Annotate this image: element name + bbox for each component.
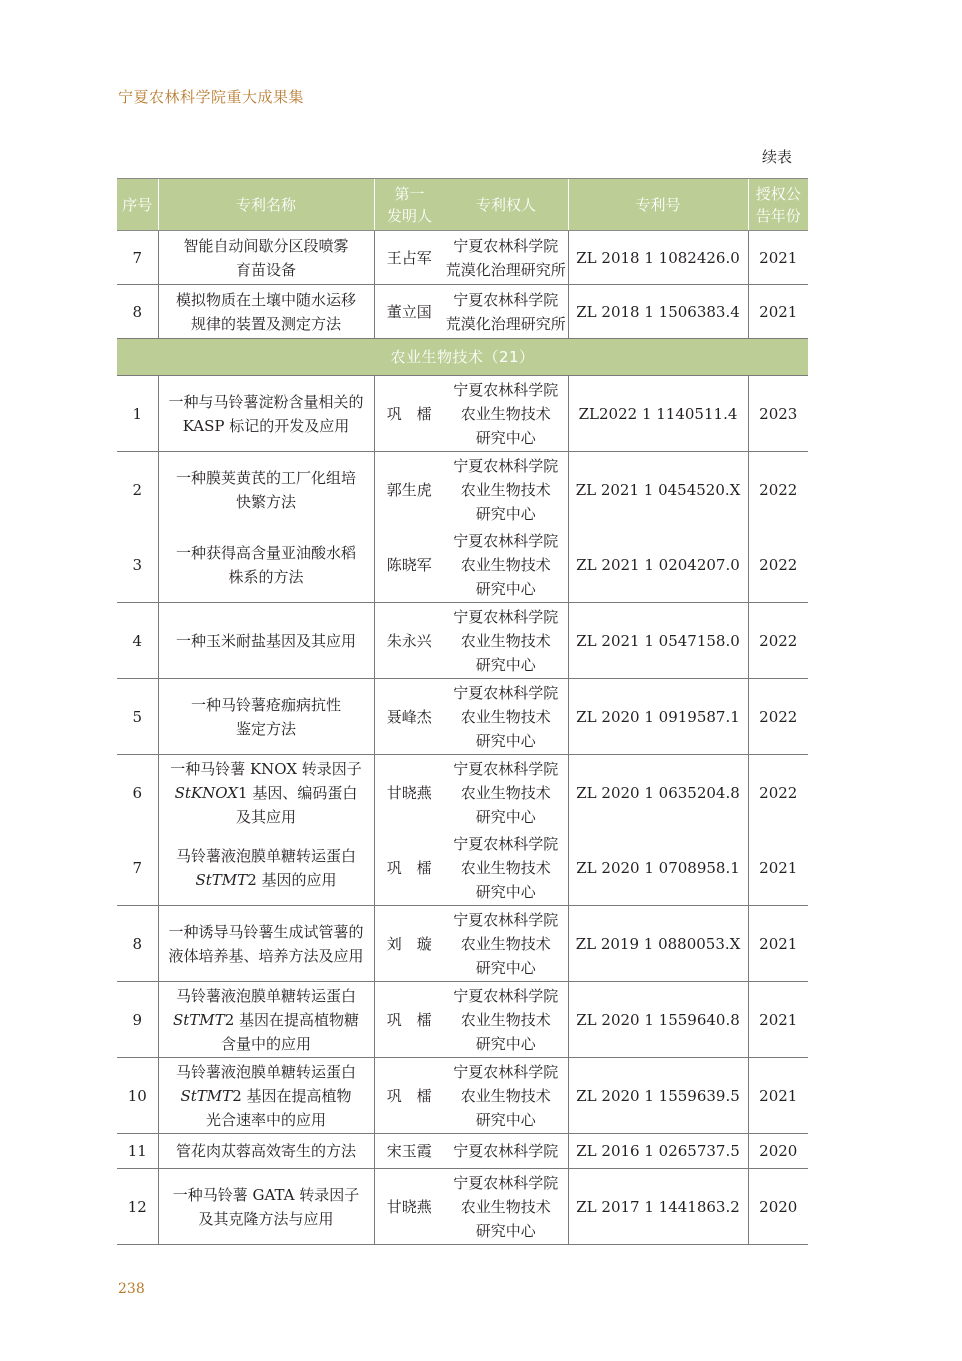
owner-line: 宁夏农林科学院 [453, 986, 559, 1005]
patent-name-line: StTMT2 基因的应用 [195, 870, 337, 889]
table-row [117, 679, 808, 755]
cell-year: 2022 [748, 755, 808, 831]
patent-name-line: 一种获得高含量亚油酸水稻 [175, 543, 356, 562]
patent-name-line: 马铃薯液泡膜单糖转运蛋白 [175, 1062, 356, 1081]
owner-line: 研究中心 [475, 731, 536, 750]
cell-no: 5 [117, 679, 158, 755]
patent-name-line: 光合速率中的应用 [205, 1110, 326, 1129]
patent-name-line: 育苗设备 [235, 260, 296, 279]
patent-name-line: 鉴定方法 [235, 719, 296, 738]
cell-patent-name [158, 376, 374, 452]
cell-owner [444, 376, 568, 452]
table-row [117, 603, 808, 679]
patent-name-line: 一种诱导马铃薯生成试管薯的 [168, 922, 364, 941]
cell-owner [444, 1058, 568, 1134]
cell-inventor: 陈晓军 [374, 527, 444, 603]
cell-no: 2 [132, 480, 143, 499]
owner-line: 宁夏农林科学院 [453, 531, 559, 550]
patent-name-line: 模拟物质在土壤中随水运移 [175, 290, 356, 309]
patent-name-line: 一种马铃薯 KNOX 转录因子 [170, 759, 362, 778]
cell-year: 2023 [748, 376, 808, 452]
table-row [117, 830, 808, 906]
owner-line: 研究中心 [475, 655, 536, 674]
owner-line: 宁夏农林科学院 [453, 834, 559, 853]
cell-no: 6 [132, 783, 143, 802]
owner-line: 研究中心 [475, 428, 536, 447]
patent-name-line: 规律的装置及测定方法 [190, 314, 341, 333]
patent-name-line: 智能自动间歇分区段喷雾 [183, 236, 349, 255]
header-year: 授权公 告年份 [748, 179, 808, 231]
table-row [117, 285, 808, 339]
owner-line: 宁夏农林科学院 [453, 380, 559, 399]
cell-owner [444, 527, 568, 603]
owner-line: 农业生物技术 [460, 1086, 551, 1105]
cell-patent-no: ZL 2020 1 0635204.8 [568, 755, 748, 831]
cell-inventor: 聂峰杰 [374, 679, 444, 755]
owner-line: 研究中心 [475, 807, 536, 826]
patent-name-line: 一种马铃薯疮痂病抗性 [190, 695, 341, 714]
cell-no: 7 [117, 231, 158, 285]
cell-owner [444, 1134, 568, 1169]
cell-year: 2020 [748, 1169, 808, 1245]
cell-patent-no: ZL 2016 1 0265737.5 [568, 1134, 748, 1169]
cell-patent-name [158, 830, 374, 906]
cell-no: 8 [117, 285, 158, 339]
patent-name-line: 株系的方法 [228, 567, 304, 586]
cell-patent-no: ZL 2020 1 1559639.5 [568, 1058, 748, 1134]
cell-patent-no: ZL2022 1 1140511.4 [568, 376, 748, 452]
cell-owner [444, 452, 568, 528]
section-row [117, 339, 808, 376]
cell-year: 2021 [748, 830, 808, 906]
patent-name-line: 一种膜荚黄芪的工厂化组培 [175, 468, 356, 487]
owner-line: 农业生物技术 [460, 404, 551, 423]
header-name: 专利名称 [158, 179, 374, 231]
owner-line: 农业生物技术 [460, 934, 551, 953]
owner-line: 宁夏农林科学院 [453, 290, 559, 309]
cell-inventor: 王占军 [374, 231, 444, 285]
page-number: 238 [118, 1281, 145, 1297]
continued-label: 续表 [762, 148, 793, 166]
table-row [117, 452, 808, 528]
table-row [117, 982, 808, 1058]
owner-line: 研究中心 [475, 1034, 536, 1053]
table-row [117, 527, 808, 603]
cell-inventor: 朱永兴 [374, 603, 444, 679]
table-row [117, 1134, 808, 1169]
cell-inventor: 巩 檑 [374, 376, 444, 452]
cell-inventor: 郭生虎 [374, 452, 444, 528]
cell-no: 9 [117, 982, 158, 1058]
cell-patent-no: ZL 2017 1 1441863.2 [568, 1169, 748, 1245]
cell-patent-name [158, 1134, 374, 1169]
cell-no: 1 [117, 376, 158, 452]
cell-inventor: 甘晓燕 [374, 1169, 444, 1245]
cell-owner [444, 982, 568, 1058]
cell-year: 2021 [748, 285, 808, 339]
owner-line: 宁夏农林科学院 [453, 759, 559, 778]
cell-no: 12 [117, 1169, 158, 1245]
cell-no: 4 [117, 603, 158, 679]
owner-line: 农业生物技术 [460, 631, 551, 650]
table-row [117, 1169, 808, 1245]
cell-patent-no: ZL 2021 1 0204207.0 [568, 527, 748, 603]
header-no: 序号 [117, 179, 158, 231]
header-inventor: 第一 发明人 [386, 184, 432, 225]
cell-patent-no: ZL 2018 1 1082426.0 [568, 231, 748, 285]
cell-patent-name [158, 527, 374, 603]
section-title: 农业生物技术（21） [117, 339, 808, 376]
cell-patent-no: ZL 2020 1 0708958.1 [568, 830, 748, 906]
cell-year: 2022 [748, 679, 808, 755]
patent-name-line: 含量中的应用 [220, 1034, 311, 1053]
patent-name-line: 一种与马铃薯淀粉含量相关的 [168, 392, 364, 411]
owner-line: 研究中心 [475, 579, 536, 598]
owner-line: 研究中心 [475, 1221, 536, 1240]
cell-inventor: 刘 璇 [374, 906, 444, 982]
cell-patent-no: ZL 2018 1 1506383.4 [568, 285, 748, 339]
cell-owner [444, 603, 568, 679]
cell-no: 3 [117, 527, 158, 603]
owner-line: 研究中心 [475, 504, 536, 523]
cell-patent-no: ZL 2019 1 0880053.X [568, 906, 748, 982]
patent-name-line: 马铃薯液泡膜单糖转运蛋白 [175, 846, 356, 865]
owner-line: 研究中心 [475, 1110, 536, 1129]
table-row [117, 231, 808, 285]
cell-inventor: 巩 檑 [374, 830, 444, 906]
cell-year: 2022 [748, 527, 808, 603]
cell-patent-name [158, 1058, 374, 1134]
cell-patent-name [158, 603, 374, 679]
patent-name-line: KASP 标记的开发及应用 [182, 416, 350, 435]
patent-name-line: 快繁方法 [235, 492, 296, 511]
owner-line: 宁夏农林科学院 [453, 1062, 559, 1081]
owner-line: 宁夏农林科学院 [453, 1142, 559, 1160]
owner-line: 宁夏农林科学院 [453, 1173, 559, 1192]
cell-owner [444, 285, 568, 339]
patent-name-line: 管花肉苁蓉高效寄生的方法 [175, 1142, 356, 1160]
cell-no: 10 [117, 1058, 158, 1134]
cell-inventor: 巩 檑 [374, 1058, 444, 1134]
owner-line: 宁夏农林科学院 [453, 607, 559, 626]
owner-line: 荒漠化治理研究所 [445, 260, 566, 279]
owner-line: 宁夏农林科学院 [453, 683, 559, 702]
running-head: 宁夏农林科学院重大成果集 [118, 88, 305, 106]
cell-patent-no: ZL 2021 1 0547158.0 [568, 603, 748, 679]
owner-line: 农业生物技术 [460, 707, 551, 726]
cell-no: 11 [117, 1134, 158, 1169]
cell-year: 2021 [748, 982, 808, 1058]
cell-patent-name [158, 982, 374, 1058]
table-row [117, 1058, 808, 1134]
owner-line: 农业生物技术 [460, 555, 551, 574]
cell-patent-name [158, 755, 374, 831]
patent-name-line: 马铃薯液泡膜单糖转运蛋白 [175, 986, 356, 1005]
owner-line: 宁夏农林科学院 [453, 910, 559, 929]
cell-patent-name [158, 285, 374, 339]
header-owner: 专利权人 [476, 195, 537, 214]
cell-year: 2020 [748, 1134, 808, 1169]
patent-name-line: 一种马铃薯 GATA 转录因子 [172, 1185, 360, 1204]
cell-inventor: 董立国 [374, 285, 444, 339]
patent-name-line: 液体培养基、培养方法及应用 [168, 946, 364, 965]
cell-patent-name [158, 231, 374, 285]
cell-inventor: 甘晓燕 [374, 755, 444, 831]
owner-line: 宁夏农林科学院 [453, 236, 559, 255]
owner-line: 农业生物技术 [460, 858, 551, 877]
owner-line: 农业生物技术 [460, 783, 551, 802]
patent-name-line: StKNOX1 基因、编码蛋白 [174, 783, 358, 802]
cell-owner [444, 231, 568, 285]
patent-name-line: StTMT2 基因在提高植物糖 [173, 1010, 359, 1029]
cell-owner [444, 755, 568, 831]
header-inventor-owner [374, 179, 568, 231]
table-row [117, 376, 808, 452]
cell-patent-name [158, 906, 374, 982]
cell-no: 7 [117, 830, 158, 906]
cell-year: 2022 [748, 452, 808, 528]
table-header-row [117, 179, 808, 231]
cell-inventor: 巩 檑 [374, 982, 444, 1058]
cell-no: 8 [117, 906, 158, 982]
cell-patent-name [158, 1169, 374, 1245]
owner-line: 研究中心 [475, 882, 536, 901]
owner-line: 农业生物技术 [460, 1010, 551, 1029]
cell-year: 2021 [748, 231, 808, 285]
cell-inventor: 宋玉霞 [374, 1134, 444, 1169]
owner-line: 农业生物技术 [460, 1197, 551, 1216]
cell-year: 2021 [748, 906, 808, 982]
table-row [117, 906, 808, 982]
cell-owner [444, 1169, 568, 1245]
cell-patent-no: ZL 2020 1 1559640.8 [568, 982, 748, 1058]
patent-name-line: 及其克隆方法与应用 [198, 1209, 334, 1228]
patent-name-line: 及其应用 [235, 807, 296, 826]
owner-line: 宁夏农林科学院 [453, 456, 559, 475]
patent-table [117, 178, 808, 1245]
cell-year: 2022 [748, 603, 808, 679]
owner-line: 荒漠化治理研究所 [445, 314, 566, 333]
table-row [117, 755, 808, 831]
cell-owner [444, 679, 568, 755]
cell-patent-name [158, 679, 374, 755]
owner-line: 农业生物技术 [460, 480, 551, 499]
patent-name-line: 一种玉米耐盐基因及其应用 [175, 631, 356, 650]
cell-patent-no: ZL 2021 1 0454520.X [568, 452, 748, 528]
cell-owner [444, 906, 568, 982]
cell-year: 2021 [748, 1058, 808, 1134]
cell-owner [444, 830, 568, 906]
header-patent-no: 专利号 [568, 179, 748, 231]
cell-patent-no: ZL 2020 1 0919587.1 [568, 679, 748, 755]
patent-name-line: StTMT2 基因在提高植物 [180, 1086, 352, 1105]
cell-patent-name [158, 452, 374, 528]
owner-line: 研究中心 [475, 958, 536, 977]
